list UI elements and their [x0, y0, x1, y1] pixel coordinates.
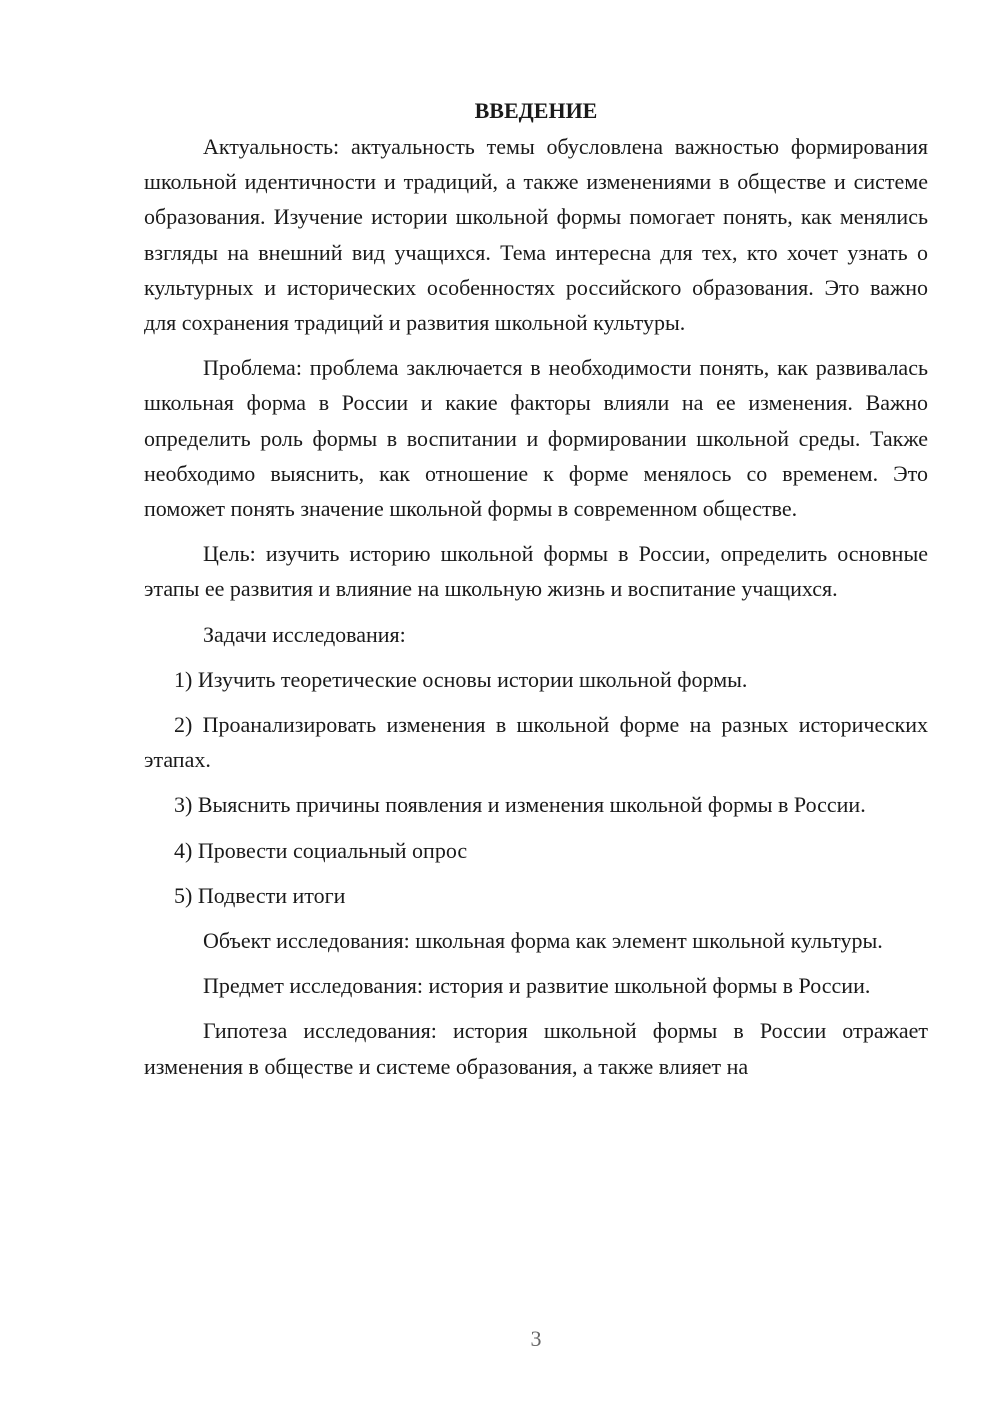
paragraph-goal: Цель: изучить историю школьной формы в России, определить основные этапы ее развития и влияние на школьную жизнь и воспитание учащихся.	[144, 541, 928, 602]
task-item-5: 5) Подвести итоги	[174, 882, 346, 908]
task-item-2: 2) Проанализировать изменения в школьной форме на разных исторических этапах.	[144, 712, 928, 773]
task-item-1: 1) Изучить теоретические основы истории школьной формы.	[174, 666, 748, 692]
page-number: 3	[530, 1326, 542, 1351]
task-item-3: 3) Выяснить причины появления и изменения школьной формы в России.	[174, 792, 866, 818]
section-heading: ВВЕДЕНИЕ	[474, 98, 598, 123]
paragraph-hypothesis: Гипотеза исследования: история школьной формы в России отражает изменения в обществе и системе образования, а также влияет на	[144, 1018, 928, 1079]
paragraph-relevance: Актуальность: актуальность темы обусловлена важностью формирования школьной идентичности и традиций, а также изменениями в обществе и системе образования. Изучение истории школьной формы помогает понять, как менялись взгляды на внешний вид учащихся. Тема интересна для тех, кто хочет узнать о культурных и исторических особенностях российского образования. Это важно для сохранения традиций и развития школьной культуры.	[144, 134, 928, 336]
document-page	[144, 93, 928, 1094]
paragraph-problem: Проблема: проблема заключается в необходимости понять, как развивалась школьная форма в России и какие факторы влияли на ее изменения. Важно определить роль формы в воспитании и формировании школьной среды. Также необходимо выяснить, как отношение к форме менялось со временем. Это поможет понять значение школьной формы в современном обществе.	[144, 355, 928, 522]
paragraph-subject: Предмет исследования: история и развитие школьной формы в России.	[203, 973, 871, 999]
task-item-4: 4) Провести социальный опрос	[174, 837, 468, 863]
paragraph-object: Объект исследования: школьная форма как элемент школьной культуры.	[203, 928, 883, 954]
tasks-title: Задачи исследования:	[203, 621, 406, 647]
